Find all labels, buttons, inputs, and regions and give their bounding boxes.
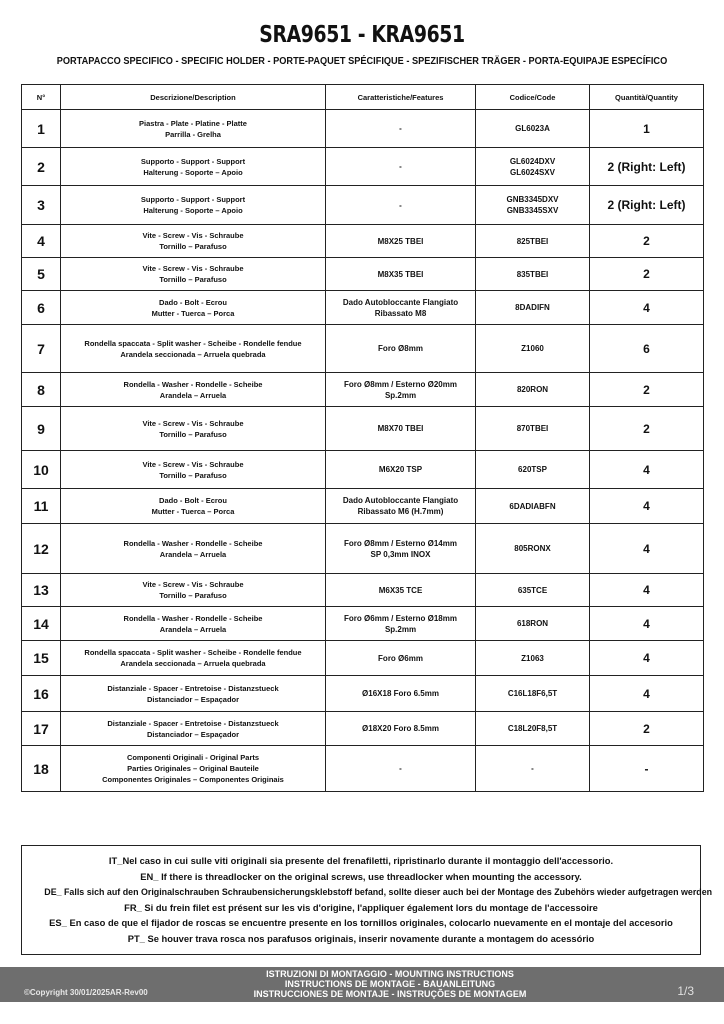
table-row — [22, 607, 704, 641]
cell-description-line: Parrilla - Grelha — [165, 129, 221, 139]
cell-code — [476, 110, 590, 148]
cell-description — [61, 407, 326, 451]
cell-code — [476, 407, 590, 451]
cell-number: 3 — [22, 186, 61, 225]
cell-features — [326, 451, 476, 489]
footer-bar — [0, 967, 724, 1002]
cell-code-line: - — [531, 764, 534, 773]
cell-description-line: Mutter - Tuerca – Porca — [151, 507, 235, 516]
cell-code — [476, 148, 590, 186]
cell-quantity: 4 — [590, 524, 704, 574]
cell-number: 12 — [22, 524, 61, 574]
cell-code-line: Z1063 — [521, 653, 544, 663]
cell-description — [61, 325, 326, 373]
cell-description-line: Componentes Originales – Componentes Originais — [102, 775, 284, 784]
cell-description-line: Rondella spaccata - Split washer - Scheibe - Rondelle fendue — [84, 338, 302, 348]
cell-quantity: 2 — [590, 373, 704, 407]
copyright: ©Copyright 30/01/2025AR-Rev00 — [24, 988, 148, 997]
cell-features — [326, 524, 476, 574]
cell-description-line: Tornillo – Parafuso — [159, 429, 227, 439]
parts-table — [21, 84, 704, 792]
cell-features — [326, 712, 476, 746]
cell-description-line: Parties Originales – Original Bauteile — [127, 764, 259, 773]
cell-description-line: Arandela – Arruela — [159, 549, 227, 559]
cell-description — [61, 186, 326, 225]
cell-features-line: Foro Ø8mm / Esterno Ø14mm — [344, 538, 457, 548]
cell-features-line: - — [399, 764, 402, 773]
cell-code — [476, 451, 590, 489]
cell-number: 11 — [22, 489, 61, 524]
cell-features-line: M8X25 TBEI — [377, 236, 424, 246]
cell-number: 13 — [22, 574, 61, 607]
cell-number: 10 — [22, 451, 61, 489]
cell-description — [61, 258, 326, 291]
cell-features-line: Ø16X18 Foro 6.5mm — [362, 689, 439, 698]
cell-number: 17 — [22, 712, 61, 746]
cell-description-line: Rondella - Washer - Rondelle - Scheibe — [123, 613, 263, 623]
cell-description-line: Dado - Bolt - Ecrou — [159, 297, 227, 307]
cell-features-line: M6X35 TCE — [378, 585, 423, 595]
cell-description — [61, 225, 326, 258]
cell-code-line: GNB3345SXV — [506, 206, 559, 215]
cell-code — [476, 574, 590, 607]
cell-description-line: Arandela – Arruela — [159, 624, 227, 634]
cell-features — [326, 291, 476, 325]
cell-code — [476, 676, 590, 712]
cell-description — [61, 574, 326, 607]
note-fr: FR_ Si du frein filet est présent sur les vis d'origine, l'appliquer également lors du montage de l'accessoire — [124, 902, 598, 914]
note-pt: PT_ Se houver trava rosca nos parafusos originais, inserir novamente durante a montagem do acessório — [127, 933, 595, 945]
cell-features-line: - — [399, 200, 402, 210]
cell-code — [476, 325, 590, 373]
cell-code-line: GL6023A — [515, 124, 550, 133]
cell-quantity: 2 — [590, 407, 704, 451]
cell-code-line: Z1060 — [521, 344, 544, 353]
cell-quantity: 2 — [590, 712, 704, 746]
cell-code-line: C18L20F8,5T — [507, 724, 558, 733]
document-title: SRA9651 - KRA9651 — [259, 22, 465, 48]
cell-features — [326, 258, 476, 291]
cell-description — [61, 489, 326, 524]
table-row — [22, 258, 704, 291]
cell-features-line: M8X70 TBEI — [377, 424, 424, 433]
cell-features — [326, 641, 476, 676]
header-number: N° — [22, 85, 61, 110]
cell-description-line: Vite - Screw - Vis - Schraube — [142, 231, 244, 240]
table-row — [22, 110, 704, 148]
cell-features-line: Foro Ø6mm / Esterno Ø18mm — [344, 613, 457, 623]
cell-code-line: 825TBEI — [516, 236, 549, 246]
cell-code — [476, 607, 590, 641]
cell-description — [61, 712, 326, 746]
cell-code — [476, 524, 590, 574]
table-row — [22, 148, 704, 186]
cell-code-line: GL6024DXV — [509, 156, 556, 166]
cell-description-line: Supporto - Support - Support — [140, 156, 246, 166]
cell-description — [61, 148, 326, 186]
cell-features-line: Sp.2mm — [384, 390, 417, 400]
cell-description — [61, 746, 326, 792]
cell-features-line: Dado Autobloccante Flangiato — [342, 496, 459, 505]
table-row — [22, 225, 704, 258]
cell-features — [326, 110, 476, 148]
cell-features — [326, 225, 476, 258]
cell-description-line: Distanciador – Espaçador — [146, 729, 240, 739]
table-row — [22, 712, 704, 746]
cell-features-line: Foro Ø6mm — [378, 653, 423, 663]
cell-features-line: M8X35 TBEI — [377, 269, 424, 279]
cell-number: 5 — [22, 258, 61, 291]
note-it: IT_Nel caso in cui sulle viti originali sia presente del frenafiletti, ripristinarlo durante il montaggio dell'accessorio. — [108, 856, 614, 867]
cell-quantity: 4 — [590, 676, 704, 712]
cell-features-line: SP 0,3mm INOX — [370, 549, 431, 559]
header-quantity: Quantità/Quantity — [590, 85, 704, 110]
cell-description-line: Tornillo – Parafuso — [159, 275, 227, 284]
cell-description-line: Arandela seccionada – Arruela quebrada — [120, 349, 266, 359]
cell-quantity: 2 — [590, 258, 704, 291]
cell-features-line: Foro Ø8mm — [378, 344, 423, 353]
cell-description-line: Vite - Screw - Vis - Schraube — [142, 580, 244, 589]
cell-code-line: 835TBEI — [516, 269, 549, 279]
cell-description-line: Distanziale - Spacer - Entretoise - Distanzstueck — [107, 718, 279, 728]
cell-description-line: Piastra - Plate - Platine - Platte — [139, 118, 247, 128]
cell-description-line: Arandela seccionada – Arruela quebrada — [120, 659, 266, 668]
cell-code-line: 6DADIABFN — [509, 501, 556, 511]
cell-code — [476, 225, 590, 258]
cell-features — [326, 325, 476, 373]
cell-quantity: 4 — [590, 641, 704, 676]
cell-features — [326, 148, 476, 186]
cell-number: 6 — [22, 291, 61, 325]
table-row — [22, 524, 704, 574]
header-features: Caratteristiche/Features — [326, 85, 476, 110]
cell-quantity: 2 — [590, 225, 704, 258]
cell-code — [476, 641, 590, 676]
cell-features — [326, 407, 476, 451]
cell-description-line: Mutter - Tuerca – Porca — [151, 308, 235, 318]
table-row — [22, 325, 704, 373]
cell-features — [326, 574, 476, 607]
document-subtitle: PORTAPACCO SPECIFICO - SPECIFIC HOLDER - PORTE-PAQUET SPÉCIFIQUE - SPEZIFISCHER TRÄGER - PORTA-EQUIPAJE ESPECÍFICO — [56, 56, 668, 67]
cell-number: 14 — [22, 607, 61, 641]
cell-description-line: Vite - Screw - Vis - Schraube — [142, 418, 244, 428]
cell-code — [476, 186, 590, 225]
cell-number: 2 — [22, 148, 61, 186]
cell-code-line: 820RON — [516, 385, 549, 394]
cell-features-line: Ribassato M8 — [374, 308, 427, 318]
cell-features-line: Dado Autobloccante Flangiato — [342, 297, 459, 307]
cell-code-line: 618RON — [516, 619, 549, 628]
cell-code — [476, 258, 590, 291]
cell-features — [326, 746, 476, 792]
cell-features-line: M6X20 TSP — [378, 465, 423, 474]
cell-description-line: Tornillo – Parafuso — [159, 242, 227, 251]
note-es: ES_ En caso de que el fijador de roscas se encuentre presente en los tornillos originales, colocarlo nuevamente en el montaje del accesorio — [49, 918, 673, 929]
cell-code — [476, 291, 590, 325]
cell-features-line: Ribassato M6 (H.7mm) — [357, 507, 444, 516]
cell-code-line: GNB3345DXV — [506, 195, 559, 204]
cell-description-line: Rondella spaccata - Split washer - Scheibe - Rondelle fendue — [84, 648, 302, 657]
cell-code-line: 805RONX — [514, 544, 551, 553]
cell-code-line: 870TBEI — [516, 424, 549, 433]
cell-number: 9 — [22, 407, 61, 451]
cell-features-line: Foro Ø8mm / Esterno Ø20mm — [344, 379, 457, 389]
table-row — [22, 641, 704, 676]
cell-code-line: 620TSP — [518, 465, 547, 474]
cell-description — [61, 607, 326, 641]
cell-number: 1 — [22, 110, 61, 148]
cell-features — [326, 186, 476, 225]
cell-description-line: Rondella - Washer - Rondelle - Scheibe — [123, 379, 263, 389]
cell-quantity: 6 — [590, 325, 704, 373]
table-row — [22, 746, 704, 792]
table-row — [22, 186, 704, 225]
note-en: EN_ If there is threadlocker on the original screws, use threadlocker when mounting the accessory. — [140, 871, 582, 883]
page-number: 1/3 — [677, 984, 694, 998]
cell-description — [61, 451, 326, 489]
cell-code — [476, 746, 590, 792]
table-row — [22, 451, 704, 489]
cell-description-line: Distanciador – Espaçador — [146, 694, 240, 704]
table-row — [22, 574, 704, 607]
header-code: Codice/Code — [476, 85, 590, 110]
cell-number: 7 — [22, 325, 61, 373]
cell-description-line: Arandela – Arruela — [159, 390, 227, 400]
cell-description-line: Supporto - Support - Support — [140, 195, 246, 204]
cell-number: 8 — [22, 373, 61, 407]
instructions-line: INSTRUCCIONES DE MONTAJE - INSTRUÇÕES DE MONTAGEM — [253, 989, 527, 999]
cell-quantity: 4 — [590, 291, 704, 325]
cell-description — [61, 110, 326, 148]
cell-number: 16 — [22, 676, 61, 712]
cell-number: 18 — [22, 746, 61, 792]
cell-code-line: 635TCE — [517, 585, 548, 595]
cell-description-line: Componenti Originali - Original Parts — [126, 753, 260, 762]
cell-description — [61, 291, 326, 325]
cell-number: 15 — [22, 641, 61, 676]
cell-description-line: Halterung - Soporte – Apoio — [143, 206, 243, 215]
instructions-line: INSTRUCTIONS DE MONTAGE - BAUANLEITUNG — [284, 979, 496, 989]
cell-description-line: Halterung - Soporte – Apoio — [143, 167, 243, 177]
cell-quantity: - — [590, 746, 704, 792]
cell-description — [61, 524, 326, 574]
cell-description-line: Rondella - Washer - Rondelle - Scheibe — [123, 538, 263, 548]
cell-description — [61, 373, 326, 407]
threadlocker-note — [21, 845, 713, 955]
cell-description-line: Distanziale - Spacer - Entretoise - Distanzstueck — [107, 683, 279, 693]
table-row — [22, 291, 704, 325]
header-description: Descrizione/Description — [61, 85, 326, 110]
cell-features-line: Sp.2mm — [384, 624, 417, 634]
cell-description — [61, 641, 326, 676]
cell-quantity: 2 (Right: Left) — [590, 186, 704, 225]
table-row — [22, 407, 704, 451]
cell-code-line: C16L18F6,5T — [507, 689, 558, 698]
cell-features-line: - — [399, 162, 402, 171]
cell-code-line: 8DADIFN — [515, 303, 550, 312]
cell-code — [476, 373, 590, 407]
instructions-line: ISTRUZIONI DI MONTAGGIO - MOUNTING INSTRUCTIONS — [266, 969, 514, 979]
table-row — [22, 676, 704, 712]
cell-quantity: 4 — [590, 574, 704, 607]
cell-description-line: Vite - Screw - Vis - Schraube — [142, 459, 244, 469]
table-header-row — [22, 85, 704, 110]
cell-description-line: Tornillo – Parafuso — [159, 470, 227, 480]
cell-features — [326, 489, 476, 524]
table-row — [22, 373, 704, 407]
cell-description-line: Dado - Bolt - Ecrou — [159, 496, 227, 505]
cell-description-line: Vite - Screw - Vis - Schraube — [142, 264, 244, 273]
cell-features-line: - — [399, 124, 402, 133]
cell-quantity: 2 (Right: Left) — [590, 148, 704, 186]
cell-features — [326, 607, 476, 641]
cell-number: 4 — [22, 225, 61, 258]
cell-code — [476, 489, 590, 524]
cell-quantity: 4 — [590, 451, 704, 489]
cell-quantity: 4 — [590, 489, 704, 524]
instructions-label — [200, 969, 580, 999]
cell-features — [326, 373, 476, 407]
cell-code — [476, 712, 590, 746]
cell-quantity: 1 — [590, 110, 704, 148]
cell-description-line: Tornillo – Parafuso — [159, 591, 227, 600]
cell-code-line: GL6024SXV — [510, 167, 555, 177]
cell-description — [61, 676, 326, 712]
note-de: DE_ Falls sich auf den Originalschrauben Schraubensicherungsklebstoff befand, sollte dieser auch bei der Montage des Zubehörs wieder aufgetragen werden — [44, 887, 713, 898]
table-row — [22, 489, 704, 524]
cell-features — [326, 676, 476, 712]
cell-quantity: 4 — [590, 607, 704, 641]
cell-features-line: Ø18X20 Foro 8.5mm — [362, 724, 439, 733]
